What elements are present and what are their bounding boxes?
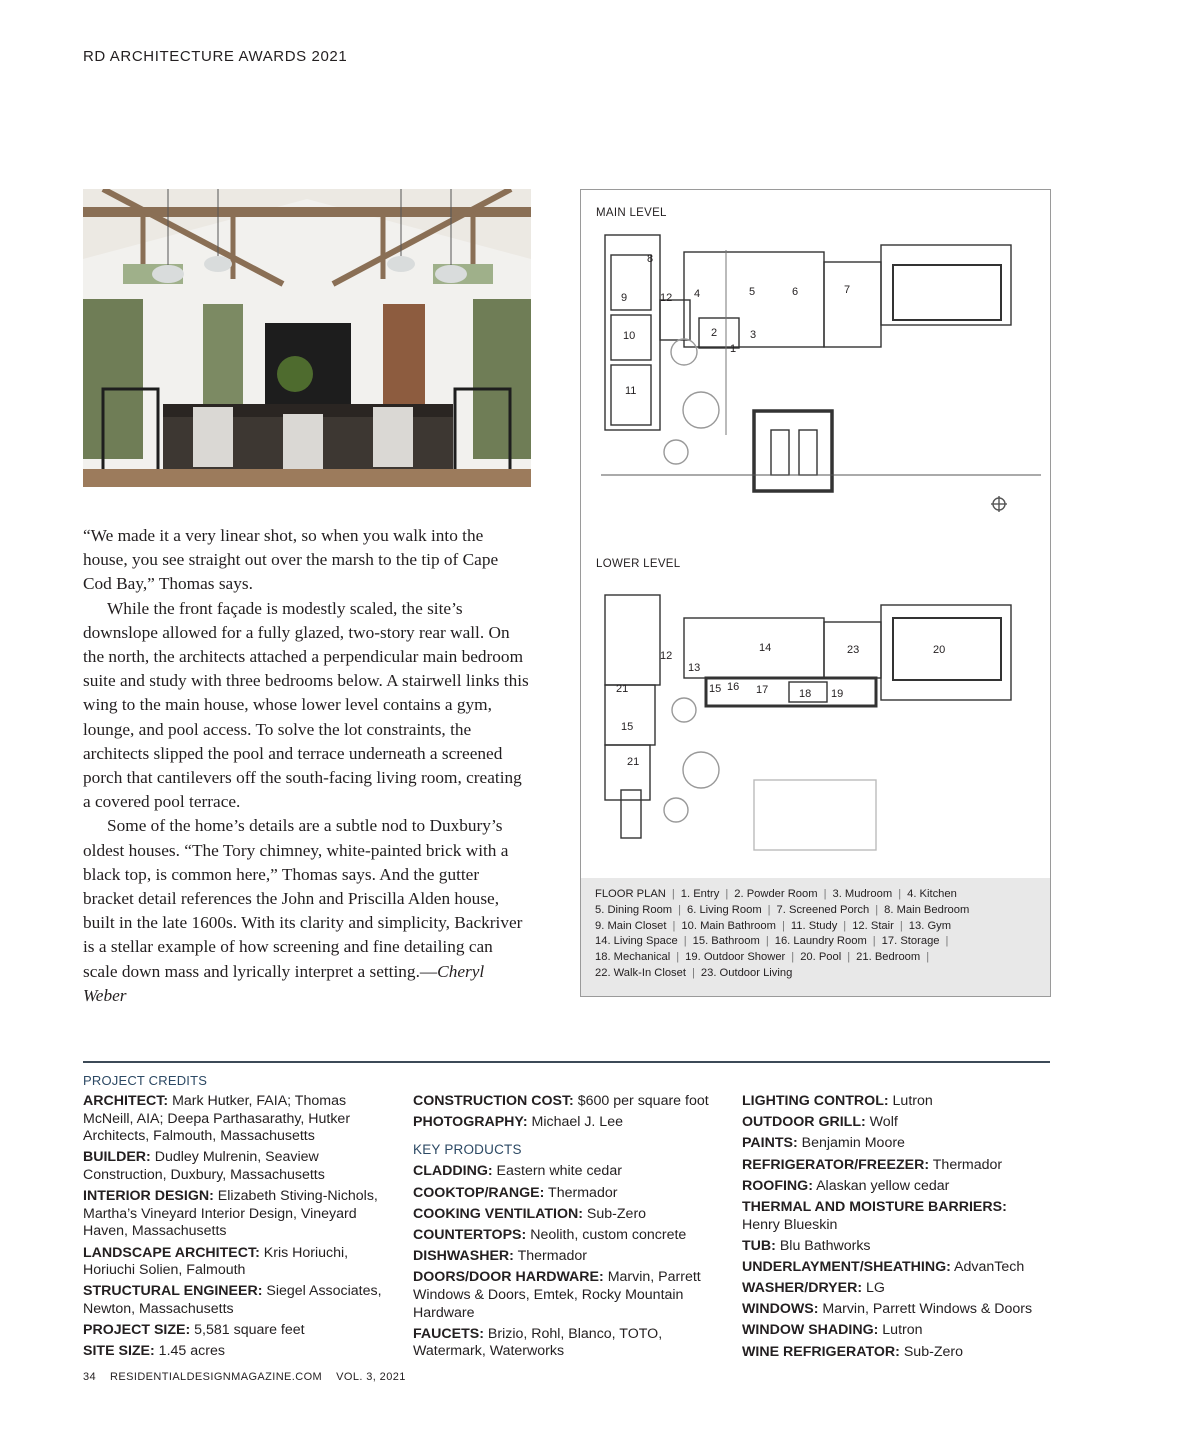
plan-number: 17	[756, 684, 769, 696]
dining-room-illustration	[83, 189, 531, 487]
credit-entry	[83, 1245, 388, 1280]
legend-item: 4. Kitchen	[907, 888, 957, 900]
website-link[interactable]: RESIDENTIALDESIGNMAGAZINE.COM	[110, 1371, 323, 1383]
legend-item: 21. Bedroom	[856, 951, 921, 964]
credit-value: Thermador	[929, 1156, 1003, 1173]
credit-entry	[742, 1238, 1052, 1256]
credit-key: INTERIOR DESIGN:	[83, 1188, 214, 1205]
legend-item: 13. Gym	[908, 919, 952, 932]
credit-value: Michael J. Lee	[527, 1114, 623, 1131]
credit-entry	[742, 1157, 1052, 1175]
credit-value: Eastern white cedar	[492, 1163, 622, 1180]
credit-entry	[742, 1178, 1052, 1196]
credit-key: UNDERLAYMENT/SHEATHING:	[742, 1258, 951, 1275]
plan-number: 11	[625, 385, 637, 397]
credit-value: Marvin, Parrett Windows & Doors, Emtek, Rocky Mountain Hardware	[413, 1269, 701, 1321]
dining-room-photo	[83, 189, 531, 487]
legend-item: 18. Mechanical	[595, 951, 671, 964]
credit-key: PHOTOGRAPHY:	[413, 1114, 528, 1131]
plan-number: 15	[621, 721, 634, 733]
legend-item: 12. Stair	[852, 919, 894, 932]
legend-item: 11. Study	[790, 919, 838, 932]
article-body	[83, 524, 531, 1008]
legend-item: 1. Entry	[680, 888, 720, 900]
credit-key: DOORS/DOOR HARDWARE:	[413, 1269, 604, 1286]
credit-value: Mark Hutker, FAIA; Thomas McNeill, AIA; Deepa Parthasarathy, Hutker Architects, Falmouth, Massachusetts	[83, 1093, 351, 1145]
credit-key: CONSTRUCTION COST:	[413, 1093, 574, 1109]
plan-number: 4	[694, 288, 701, 300]
credits-column-1	[83, 1093, 388, 1364]
credit-key: TUB:	[742, 1237, 776, 1254]
legend-item: 2. Powder Room	[734, 888, 818, 900]
credit-entry	[413, 1163, 723, 1181]
legend-item: 9. Main Closet	[595, 919, 667, 932]
credit-entry	[413, 1185, 723, 1203]
credit-key: DISHWASHER:	[413, 1248, 514, 1265]
credit-entry	[742, 1259, 1052, 1277]
legend-item: 6. Living Room	[687, 903, 762, 916]
credit-value: Siegel Associates, Newton, Massachusetts	[83, 1283, 382, 1317]
volume-label: VOL. 3, 2021	[336, 1371, 406, 1383]
credit-entry	[742, 1301, 1052, 1319]
article-paragraph-1: “We made it a very linear shot, so when you walk into the house, you see straight out over the marsh to the tip of Cape Cod Bay,” Thomas says.	[83, 526, 499, 594]
credit-key: ARCHITECT:	[83, 1093, 169, 1109]
plan-number: 21	[616, 683, 629, 695]
credit-value: Brizio, Rohl, Blanco, TOTO, Watermark, Waterworks	[413, 1325, 663, 1360]
credit-key: WINDOW SHADING:	[742, 1322, 879, 1339]
credit-value: Thermador	[544, 1184, 618, 1201]
credit-key: OUTDOOR GRILL:	[742, 1114, 866, 1131]
legend-item: 23. Outdoor Living	[700, 966, 793, 979]
plan-number: 23	[847, 644, 860, 656]
credit-value: $600 per square foot	[573, 1093, 709, 1109]
credit-entry	[742, 1280, 1052, 1298]
credit-entry	[413, 1248, 723, 1266]
key-products-heading: KEY PRODUCTS	[413, 1141, 522, 1157]
credit-value: Wolf	[865, 1114, 898, 1131]
article-paragraph-3	[83, 814, 531, 1008]
credit-key: WASHER/DRYER:	[742, 1280, 863, 1297]
plan-number: 2	[711, 327, 718, 339]
credit-value: LG	[862, 1280, 885, 1297]
credit-entry	[742, 1093, 1052, 1111]
article-paragraph-3-text: Some of the home’s details are a subtle nod to Duxbury’s oldest houses. “The Tory chimney, white-painted brick with a black top, is common here,” Thomas says. And the gutter bracket detail references the John and Priscilla Alden house, built in the late 1600s. With its clarity and simplicity, Backriver is a stellar example of how screening and fine detailing can scale down mass and lyrically interpret a setting.—	[83, 816, 523, 981]
credit-entry	[83, 1188, 388, 1241]
credit-key: LANDSCAPE ARCHITECT:	[83, 1244, 260, 1261]
credit-value: Blu Bathworks	[775, 1237, 871, 1254]
project-credits-heading: PROJECT CREDITS	[83, 1073, 208, 1088]
main-level-plan	[601, 235, 1041, 512]
credit-value: Marvin, Parrett Windows & Doors	[818, 1301, 1033, 1318]
legend-item: 5. Dining Room	[595, 903, 673, 916]
plan-number: 8	[647, 253, 654, 265]
credit-key: BUILDER:	[83, 1149, 151, 1166]
credit-value: Benjamin Moore	[797, 1135, 905, 1152]
credit-value: Neolith, custom concrete	[526, 1226, 687, 1243]
credit-entry	[413, 1227, 723, 1245]
legend-item: 10. Main Bathroom	[681, 919, 776, 932]
credit-entry	[83, 1322, 388, 1340]
plan-number: 7	[844, 284, 851, 296]
credit-entry	[742, 1135, 1052, 1153]
credit-key: COUNTERTOPS:	[413, 1226, 527, 1243]
floor-plan-legend: FLOOR PLAN | 1. Entry | 2. Powder Room | 3. Mudroom | 4. Kitchen 5. Dining Room | 6. Living Room | 7. Screened Porch | 8. Main Bedroom 9. Main Closet | 10. Main Bathroom | 11. Study | 12. Stair | 13. Gym 14. Living Space | 15. Bathroom | 16. Laundry Room | 17. Storage | 18. Mechanical | 19. Outdoor Shower | 20. Pool | 21. Bedroom | 22. Walk-In Closet | 23. Outdoor Living	[581, 878, 1050, 996]
legend-item: 3. Mudroom	[832, 888, 893, 900]
plan-number: 12	[660, 292, 673, 304]
credits-column-2	[413, 1093, 723, 1364]
credit-value: Sub-Zero	[582, 1205, 647, 1222]
legend-item: 19. Outdoor Shower	[685, 951, 786, 964]
credit-value: Thermador	[513, 1248, 587, 1265]
credit-key: COOKTOP/RANGE:	[413, 1184, 545, 1201]
legend-item: 14. Living Space	[595, 935, 678, 948]
article-author: Cheryl Weber	[83, 961, 485, 1005]
legend-item: 20. Pool	[800, 951, 842, 964]
credit-key: FAUCETS:	[413, 1325, 484, 1342]
credit-key: WINDOWS:	[742, 1301, 819, 1318]
credit-entry	[83, 1149, 388, 1184]
floor-plan-drawing	[581, 190, 1050, 878]
credit-key: SITE SIZE:	[83, 1343, 155, 1360]
credit-entry	[413, 1206, 723, 1224]
plan-number: 19	[831, 688, 844, 700]
main-level-label: MAIN LEVEL	[596, 207, 667, 219]
credit-entry	[413, 1114, 723, 1132]
plan-number: 13	[688, 662, 701, 674]
credit-key: COOKING VENTILATION:	[413, 1205, 583, 1222]
plan-number: 5	[749, 286, 756, 298]
credit-key: LIGHTING CONTROL:	[742, 1093, 889, 1109]
credit-entry	[742, 1114, 1052, 1132]
legend-title: FLOOR PLAN	[595, 888, 666, 900]
page-number: 34	[83, 1371, 97, 1383]
credit-entry	[742, 1322, 1052, 1340]
credit-key: REFRIGERATOR/FREEZER:	[742, 1156, 930, 1173]
page-footer	[83, 1371, 420, 1383]
credit-value: 1.45 acres	[154, 1343, 225, 1360]
credit-value: Kris Horiuchi, Horiuchi Solien, Falmouth	[83, 1244, 349, 1279]
credit-key: WINE REFRIGERATOR:	[742, 1343, 900, 1360]
credits-column-3	[742, 1093, 1052, 1365]
plan-number: 9	[621, 292, 628, 304]
credit-entry	[413, 1093, 723, 1111]
credit-key: PROJECT SIZE:	[83, 1322, 191, 1339]
section-divider	[83, 1061, 1050, 1063]
legend-item: 16. Laundry Room	[774, 935, 867, 948]
legend-item: 17. Storage	[881, 935, 940, 948]
plan-number: 1	[730, 343, 737, 355]
plan-number: 10	[623, 330, 636, 342]
lower-level-label: LOWER LEVEL	[596, 558, 681, 570]
main-level-numbers	[621, 253, 850, 397]
credit-value: Sub-Zero	[899, 1343, 963, 1360]
credit-key: PAINTS:	[742, 1135, 798, 1152]
credit-value: 5,581 square feet	[190, 1322, 305, 1339]
credit-value: Henry Blueskin	[742, 1216, 838, 1233]
credit-value: AdvanTech	[950, 1258, 1025, 1275]
credit-entry	[83, 1343, 388, 1361]
credit-entry	[742, 1344, 1052, 1362]
credit-key: ROOFING:	[742, 1177, 813, 1194]
article-paragraph-2: While the front façade is modestly scaled, the site’s downslope allowed for a fully glazed, two-story rear wall. On the north, the architects attached a perpendicular main bedroom suite and study with three bedrooms below. A stairwell links this wing to the main house, whose lower level contains a gym, lounge, and pool access. To solve the lot constraints, the architects slipped the pool and terrace underneath a screened porch that cantilevers off the south-facing living room, creating a covered pool terrace.	[83, 598, 529, 812]
legend-item: 22. Walk-In Closet	[595, 966, 686, 979]
legend-item: 7. Screened Porch	[776, 903, 870, 916]
credit-key: STRUCTURAL ENGINEER:	[83, 1283, 263, 1300]
plan-number: 12	[660, 650, 673, 662]
credit-value: Lutron	[888, 1093, 933, 1109]
section-header: RD ARCHITECTURE AWARDS 2021	[83, 48, 348, 65]
credit-value: Dudley Mulrenin, Seaview Construction, Duxbury, Massachusetts	[83, 1149, 325, 1183]
plan-number: 16	[727, 681, 740, 693]
credit-entry	[83, 1093, 388, 1146]
credit-value: Elizabeth Stiving-Nichols, Martha’s Vineyard Interior Design, Vineyard Haven, Massachusetts	[83, 1188, 378, 1240]
credit-entry	[413, 1269, 723, 1322]
legend-item: 8. Main Bedroom	[884, 903, 970, 916]
credit-entry	[742, 1199, 1052, 1234]
plan-number: 6	[792, 286, 799, 298]
plan-number: 18	[799, 688, 812, 700]
credit-value: Lutron	[878, 1322, 923, 1339]
lower-level-plan	[605, 595, 1011, 850]
plan-number: 15	[709, 683, 722, 695]
credit-entry	[413, 1326, 723, 1361]
plan-number: 14	[759, 642, 772, 654]
plan-number: 20	[933, 644, 946, 656]
plan-number: 21	[627, 756, 640, 768]
legend-item: 15. Bathroom	[692, 935, 760, 948]
credit-key: THERMAL AND MOISTURE BARRIERS:	[742, 1198, 1007, 1215]
credit-key: CLADDING:	[413, 1163, 493, 1180]
credit-entry	[83, 1283, 388, 1318]
credit-value: Alaskan yellow cedar	[812, 1177, 950, 1194]
plan-number: 3	[750, 329, 757, 341]
floor-plan-panel	[580, 189, 1051, 997]
